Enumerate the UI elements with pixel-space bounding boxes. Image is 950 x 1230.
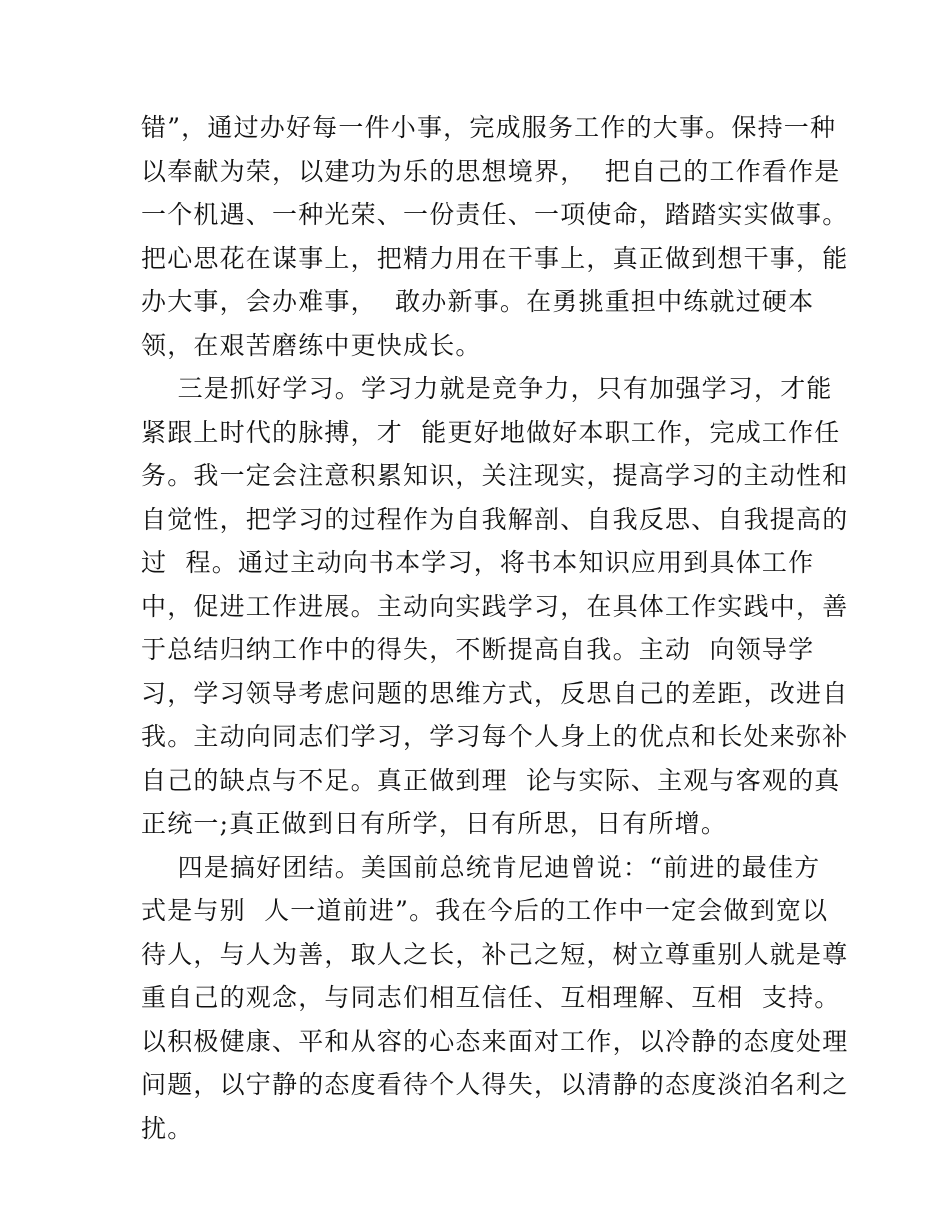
text-line: 错”，通过办好每一件小事，完成服务工作的大事。保持一种 xyxy=(141,113,837,142)
text-line: 以奉献为荣，以建功为乐的思想境界， 把自己的工作看作是 xyxy=(141,156,841,186)
text-line: 以积极健康、平和从容的心态来面对工作，以冷静的态度处理 xyxy=(141,1026,849,1056)
text-line: 扰。 xyxy=(141,1113,194,1143)
text-line: 紧跟上时代的脉搏，才 能更好地做好本职工作，完成工作任 xyxy=(141,417,841,447)
text-line: 一个机遇、一种光荣、一份责任、一项使命，踏踏实实做事。 xyxy=(141,200,849,229)
text-line: 我。主动向同志们学习，学习每个人身上的优点和长处来弥补 xyxy=(141,722,849,751)
text-line: 习，学习领导考虑问题的思维方式，反思自己的差距，改进自 xyxy=(141,678,849,708)
text-line: 正统一;真正做到日有所学，日有所思，日有所增。 xyxy=(141,809,728,838)
text-line: 中，促进工作进展。主动向实践学习，在具体工作实践中，善 xyxy=(141,591,849,621)
text-line: 把心思花在谋事上，把精力用在干事上，真正做到想干事，能 xyxy=(141,243,849,273)
text-line: 领，在艰苦磨练中更快成长。 xyxy=(141,330,482,360)
text-line: 自己的缺点与不足。真正做到理 论与实际、主观与客观的真 xyxy=(141,765,841,795)
text-line: 待人，与人为善，取人之长，补己之短，树立尊重别人就是尊 xyxy=(141,939,849,969)
text-line: 重自己的观念，与同志们相互信任、互相理解、互相 支持。 xyxy=(141,983,841,1012)
text-line: 三是抓好学习。学习力就是竞争力，只有加强学习，才能 xyxy=(141,374,833,403)
text-line: 办大事，会办难事， 敢办新事。在勇挑重担中练就过硬本 xyxy=(141,287,815,316)
text-line: 于总结归纳工作中的得失，不断提高自我。主动 向领导学 xyxy=(141,635,815,664)
text-line: 四是搞好团结。美国前总统肯尼迪曾说：“前进的最佳方 xyxy=(141,852,821,882)
text-line: 自觉性，把学习的过程作为自我解剖、自我反思、自我提高的 xyxy=(141,504,849,534)
text-line: 式是与别 人一道前进”。我在今后的工作中一定会做到宽以 xyxy=(141,896,829,925)
text-line: 问题，以宁静的态度看待个人得失，以清静的态度淡泊名利之 xyxy=(141,1070,849,1099)
text-line: 过 程。通过主动向书本学习，将书本知识应用到具体工作 xyxy=(141,548,815,577)
text-line: 务。我一定会注意积累知识，关注现实，提高学习的主动性和 xyxy=(141,461,849,490)
body-text xyxy=(141,106,849,1150)
